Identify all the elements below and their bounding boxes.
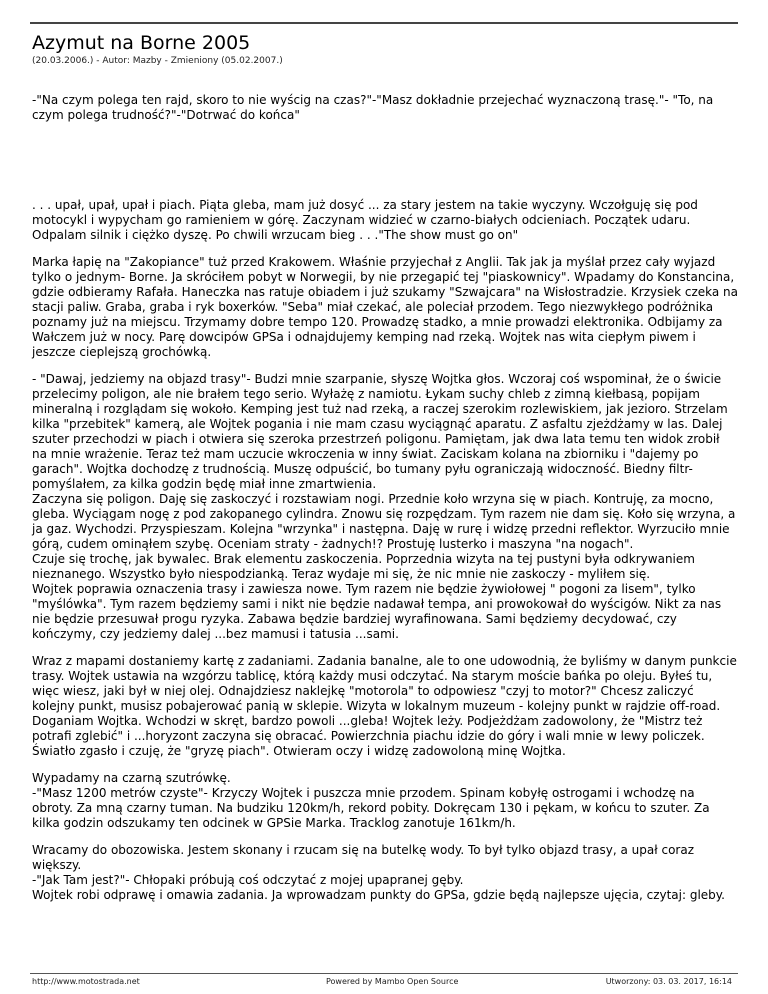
paragraph-route-check: - "Dawaj, jedziemy na objazd trasy"- Budzi mnie szarpanie, słyszę Wojtka głos. Wczoraj coś wspominał, że o świcie przelecimy poligon, ale nie brałem tego serio. Wyłażę z namiotu. Łykam suchy chleb z zimną kiełbasą, popijam mineralną i rozglądam się wokoło. Kemping jest tuż nad rzeką, a raczej szerokim rozlewiskiem, jak jezioro. Strzelam kilka "przebitek" kamerą, ale Wojtek pogania i nie mam czasu wyciągnąć aparatu. Z asfaltu zjeżdżamy w las. Dalej szuter przechodzi w piach i otwiera się szeroka przestrzeń poligonu. Pamiętam, jak dwa lata temu ten widok zrobił na mnie wrażenie. Teraz też mam uczucie wkroczenia w inny świat. Zaciskam kolana na zbiorniku i "dajemy po garach". Wojtka dochodzę z trudnością. Muszę odpuścić, bo tumany pyłu ograniczają widoczność. Biedny filtr- pomyślałem, za kilka godzin będę miał inne zmartwienia. bbox=[32, 372, 728, 491]
article-meta: (20.03.2006.) - Autor: Mazby - Zmieniony (05.02.2007.) bbox=[32, 56, 283, 66]
footer-rule bbox=[30, 973, 738, 974]
article-title: Azymut na Borne 2005 bbox=[32, 32, 251, 54]
paragraph-journey: Marka łapię na "Zakopiance" tuż przed Krakowem. Właśnie przyjechał z Anglii. Tak jak ja myślał przez cały wyjazd tylko o jednym- Borne. Ja skróciłem pobyt w Norwegii, by nie przegapić tej "piaskownicy". Wpadamy do Konstancina, gdzie odbieramy Rafała. Haneczka nas ratuje obiadem i już szukamy "Szwajcara" na Wisłostradzie. Krzysiek czeka na stacji paliw. Graba, graba i ryk boxerków. "Seba" miał czekać, ale poleciał przodem. Tego niezwykłego podróżnika poznamy już na miejscu. Trzymamy dobre tempo 120. Prowadzę stadko, a mnie prowadzi elektronika. Odbijamy za Wałczem już w nocy. Parę dowcipów GPSa i odnajdujemy kemping nad rzeką. Wojtek nas wita ciepłym piwem i jeszcze cieplejszą grochówką. bbox=[32, 255, 738, 359]
footer-created-date: Utworzony: 03. 03. 2017, 16:14 bbox=[605, 977, 732, 986]
header-rule bbox=[30, 22, 738, 24]
paragraph-markings: Wojtek poprawia oznaczenia trasy i zawiesza nowe. Tym razem nie będzie żywiołowej " pogoni za lisem", tylko "myślówka". Tym razem będziemy sami i nikt nie będzie nadawał tempa, ani prowokował do wyścigów. Nikt za nas nie będzie przesuwał progu ryzyka. Zabawa będzie bardziej wyrafinowana. Sami będziemy decydować, czy kończymy, czy jedziemy dalej ...bez mamusi i tatusia ...sami. bbox=[32, 582, 722, 641]
paragraph-heat: . . . upał, upał, upał i piach. Piąta gleba, mam już dosyć ... za stary jestem na takie wyczyny. Wczołguję się pod motocykl i wypycham go ramieniem w górę. Zaczynam widzieć w czarno-białych odcieniach. Początek udaru. Odpalam silnik i ciężko dyszę. Po chwili wrzucam bieg . . ."The show must go on" bbox=[32, 198, 698, 242]
paragraph-question: -"Jak Tam jest?"- Chłopaki próbują coś odczytać z mojej upapranej gęby. bbox=[32, 873, 464, 887]
paragraph-briefing: Wojtek robi odprawę i omawia zadania. Ja wprowadzam punkty do GPSa, gdzie będą najlepsze ujęcia, czytaj: gleby. bbox=[32, 888, 725, 902]
paragraph-tasks: Wraz z mapami dostaniemy kartę z zadaniami. Zadania banalne, ale to one udowodnią, że byliśmy w danym punkcie trasy. Wojtek ustawia na wzgórzu tablicę, którą każdy musi odczytać. Na starym moście bańka po oleju. Byłeś tu, więc wiesz, jaki był w niej olej. Odnajdziesz naklejkę "motorola" to odpowiesz "czyj to motor?" Chcesz zaliczyć kolejny punkt, musisz pobajerować panią w sklepie. Wizyta w lokalnym muzeum - kolejny punkt w rajdzie off-road. bbox=[32, 654, 737, 713]
paragraph-regular: Czuje się trochę, jak bywalec. Brak elementu zaskoczenia. Poprzednia wizyta na tej pustyni była odkrywaniem nieznanego. Wszystko było niespodzianką. Teraz wydaje mi się, że nic mnie nie zaskoczy - myliłem się. bbox=[32, 552, 695, 581]
paragraph-gravel: Wypadamy na czarną szutrówkę. bbox=[32, 771, 231, 785]
paragraph-camp: Wracamy do obozowiska. Jestem skonany i rzucam się na butelkę wody. To był tylko objazd trasy, a upał coraz większy. bbox=[32, 843, 695, 872]
paragraph-polygon: Zaczyna się poligon. Daję się zaskoczyć i rozstawiam nogi. Przednie koło wrzyna się w piach. Kontruję, za mocno, gleba. Wyciągam nogę z pod zakopanego cylindra. Znowu się rozpędzam. Tym razem nie dam się. Koło się wrzyna, a ja gaz. Wychodzi. Przyspieszam. Kolejna "wrzynka" i następna. Daję w rurę i widzę przedni reflektor. Wyrzuciło mnie górą, cudem ominąłem szybę. Oceniam straty - żadnych!? Prostuję lusterko i maszyna "na nogach". bbox=[32, 492, 736, 551]
footer-url-link[interactable]: http://www.motostrada.net bbox=[32, 977, 140, 986]
paragraph-crash: Doganiam Wojtka. Wchodzi w skręt, bardzo powoli ...gleba! Wojtek leży. Podjeżdżam zadowolony, że "Mistrz też potrafi zglebić" i ...horyzont zaczyna się obracać. Powierzchnia piachu idzie do góry i wali mnie w lewy policzek. Światło zgasło i czuję, że "gryzę piach". Otwieram oczy i widzę zadowoloną minę Wojtka. bbox=[32, 714, 705, 758]
paragraph-intro-dialogue: -"Na czym polega ten rajd, skoro to nie wyścig na czas?"-"Masz dokładnie przejechać wyznaczoną trasę."- "To, na czym polega trudność?"-"Dotrwać do końca" bbox=[32, 93, 714, 122]
article-body bbox=[32, 93, 738, 903]
paragraph-speed: -"Masz 1200 metrów czyste"- Krzyczy Wojtek i puszcza mnie przodem. Spinam kobyłę ostrogami i wchodzę na obroty. Za mną czarny tuman. Na budziku 120km/h, rekord pobity. Dokręcam 130 i pękam, w końcu to szuter. Za kilka godzin odszukamy ten odcinek w GPSie Marka. Tracklog zanotuje 161km/h. bbox=[32, 786, 710, 830]
footer-powered-by: Powered by Mambo Open Source bbox=[326, 977, 459, 986]
